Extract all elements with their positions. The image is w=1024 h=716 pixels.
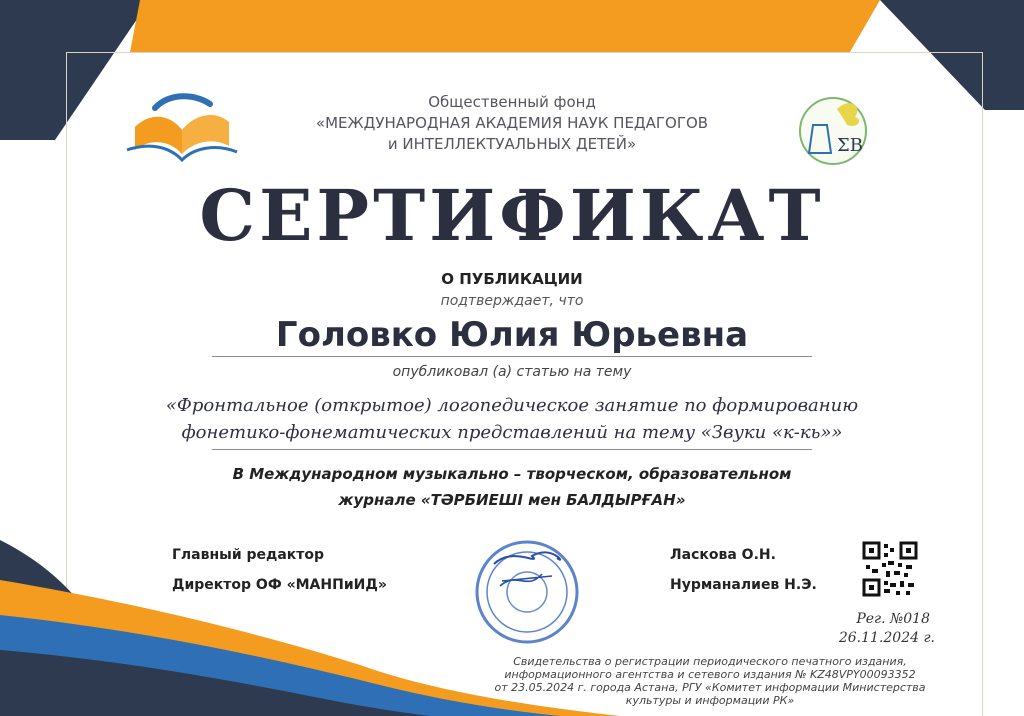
topic-line-1: «Фронтальное (открытое) логопедическое занятие по формированию <box>165 395 859 416</box>
signatory-name-2: Нурманалиев Н.Э. <box>670 577 817 593</box>
certificate-title: СЕРТИФИКАТ <box>199 174 825 257</box>
article-topic <box>112 392 912 446</box>
open-book-logo <box>125 92 240 162</box>
footer-line-2: информационного агентства и сетевого издания № KZ48VPY00093352 <box>504 668 916 681</box>
org-line-3: и ИНТЕЛЛЕКТУАЛЬНЫХ ДЕТЕЙ» <box>387 135 637 153</box>
confirms-text: подтверждает, что <box>440 293 584 309</box>
journal-info <box>112 461 912 513</box>
topic-underline <box>212 449 812 450</box>
org-line-1: Общественный фонд <box>428 93 596 111</box>
signatory-role-2: Директор ОФ «МАНПиИД» <box>172 577 387 593</box>
organization-header <box>252 92 772 155</box>
butterfly-science-emblem <box>797 95 869 167</box>
signatory-name-1: Ласкова О.Н. <box>670 547 776 563</box>
published-text: опубликовал (а) статью на тему <box>392 364 632 380</box>
topic-line-2: фонетико-фонематических представлений на тему «Звуки «к-кь»» <box>181 422 843 443</box>
round-blue-stamp <box>472 536 582 648</box>
org-line-2: «МЕЖДУНАРОДНАЯ АКАДЕМИЯ НАУК ПЕДАГОГОВ <box>315 114 709 132</box>
registration-date: 26.11.2024 г. <box>838 630 935 646</box>
footer-line-1: Свидетельства о регистрации периодического печатного издания, <box>513 655 907 668</box>
journal-line-2: журнале «ТӘРБИЕШІ мен БАЛДЫРҒАН» <box>338 491 686 509</box>
journal-line-1: В Международном музыкально – творческом, образовательном <box>232 465 792 483</box>
emblem-letters: ΣB <box>837 135 863 156</box>
registration-number: Рег. №018 <box>856 611 930 627</box>
registration-footer <box>478 655 942 707</box>
qr-code-icon <box>862 541 918 597</box>
name-underline <box>212 356 812 357</box>
certificate-subtitle: О ПУБЛИКАЦИИ <box>441 270 583 288</box>
signature-scribble <box>494 552 560 564</box>
signatory-role-1: Главный редактор <box>172 547 325 563</box>
recipient-name: Головко Юлия Юрьевна <box>275 315 749 355</box>
footer-line-4: культуры и информации РК» <box>625 694 795 707</box>
footer-line-3: от 23.05.2024 г. города Астана, РГУ «Комитет информации Министерства <box>494 681 926 694</box>
